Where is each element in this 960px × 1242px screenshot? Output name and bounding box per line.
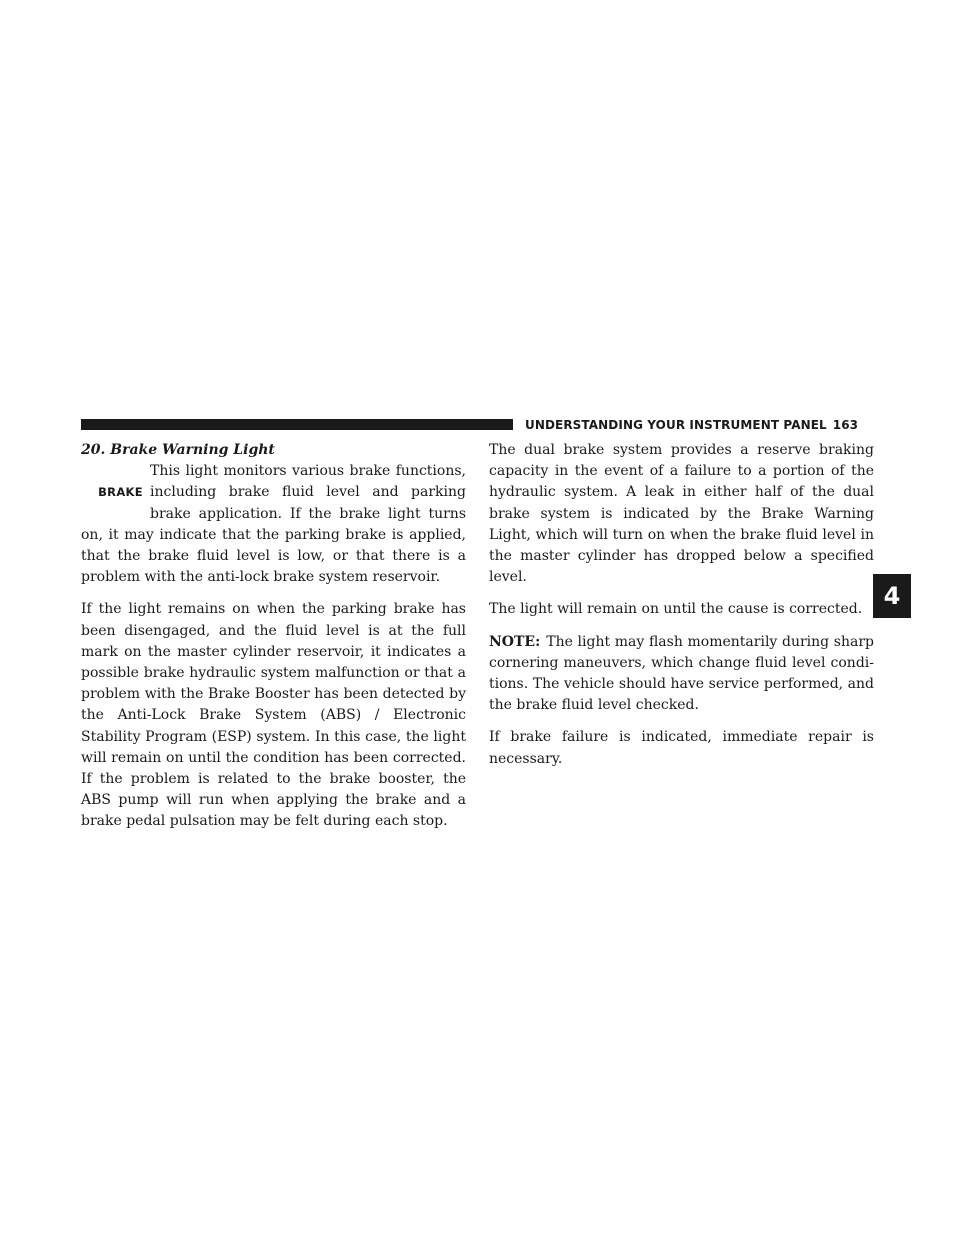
note-paragraph xyxy=(489,632,874,717)
page-number: 163 xyxy=(832,418,859,432)
brake-light-description: This light monitors various brake functions, including brake fluid level and parking brake application. If the brake light turns on, it may indicate that the parking brake is applied, that the brake fluid level is low, or that there is a problem with the anti-lock brake system reservoir. xyxy=(81,463,466,586)
brake-failure-paragraph: If brake failure is indicated, immediate repair is necessary. xyxy=(489,729,874,767)
section-heading: 20. Brake Warning Light xyxy=(81,442,275,458)
note-text: The light may flash momentarily during sharp cornering maneuvers, which change fluid level conditions. The vehicle should have service performed, and the brake fluid level checked. xyxy=(489,633,874,714)
running-header xyxy=(525,418,858,432)
brake-light-remains-on-paragraph: If the light remains on when the parking brake has been disengaged, and the fluid level is at the full mark on the master cylinder reservoir, it indicates a possible brake hydraulic system malfunction or that a problem with the Brake Booster has been detected by the Anti-Lock Brake System (ABS) / Electronic Stability Program (ESP) system. In this case, the light will remain on until the condition has been corrected. If the problem is related to the brake booster, the ABS pump will run when applying the brake and a brake pedal pulsation may be felt during each stop. xyxy=(81,601,466,830)
left-column xyxy=(81,440,466,844)
dual-brake-system-paragraph: The dual brake system provides a reserve braking capacity in the event of a failure to a portion of the hydraulic system. A leak in either half of the dual brake system is indicated by the Brake Warning Light, which will turn on when the brake fluid level in the master cylinder has dropped below a specified level. xyxy=(489,442,874,586)
brake-warning-icon: BRAKE xyxy=(98,485,143,500)
right-column xyxy=(489,440,874,781)
note-label: NOTE: xyxy=(489,633,541,650)
header-rule xyxy=(81,419,513,430)
section-title: UNDERSTANDING YOUR INSTRUMENT PANEL xyxy=(525,418,827,432)
light-remains-paragraph: The light will remain on until the cause is corrected. xyxy=(489,601,863,618)
chapter-tab: 4 xyxy=(873,574,911,618)
